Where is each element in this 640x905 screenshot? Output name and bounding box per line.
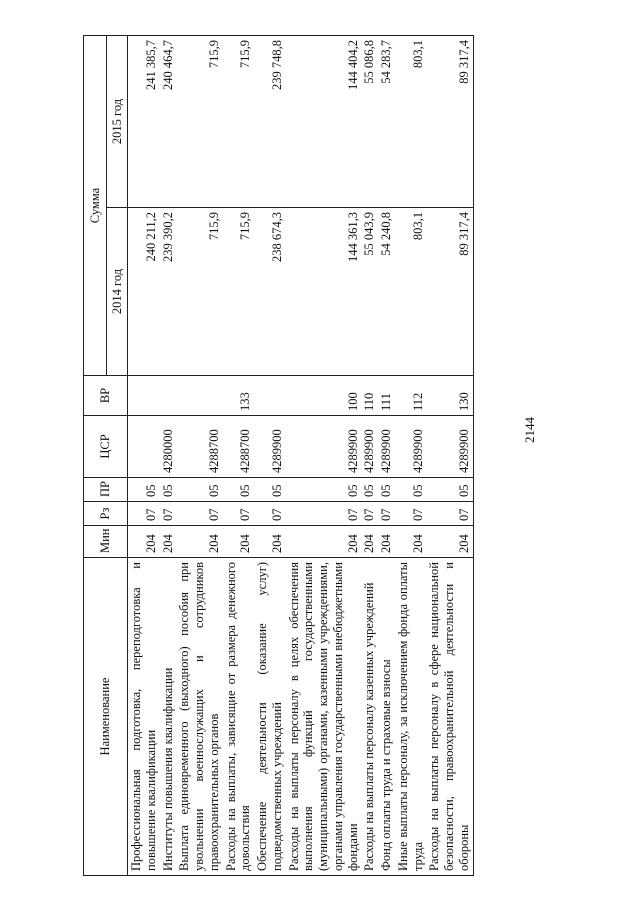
row-csr: 4289900 (395, 416, 427, 478)
row-name: Выплата единовременного (выходного) пособия при увольнении военнослужащих и сотрудников правоохранительных органов (176, 558, 222, 876)
row-vr (160, 376, 177, 416)
row-pr: 05 (286, 478, 362, 502)
row-rz: 07 (128, 502, 160, 526)
row-min: 204 (426, 526, 473, 558)
table-row (254, 36, 286, 876)
header-year-2015: 2015 год (107, 36, 128, 208)
row-csr: 4289900 (378, 416, 395, 478)
page-number: 2144 (522, 417, 537, 443)
row-vr: 112 (395, 376, 427, 416)
row-name: Расходы на выплаты персоналу казенных учреждений (361, 558, 378, 876)
row-min: 204 (128, 526, 160, 558)
row-name: Расходы на выплаты персоналу в сфере национальной безопасности, правоохранительной деятельности и обороны (426, 558, 473, 876)
row-sum-2014: 144 361,3 (286, 208, 362, 376)
table-row (361, 36, 378, 876)
row-sum-2014: 715,9 (223, 208, 255, 376)
row-sum-2014: 89 317,4 (426, 208, 473, 376)
row-name: Расходы на выплаты, зависящие от размера денежного довольствия (223, 558, 255, 876)
row-sum-2014: 715,9 (176, 208, 222, 376)
row-min: 204 (286, 526, 362, 558)
budget-table (83, 35, 474, 876)
table-row (395, 36, 427, 876)
row-rz: 07 (378, 502, 395, 526)
row-rz: 07 (286, 502, 362, 526)
row-sum-2015: 240 464,7 (160, 36, 177, 208)
header-min: Мин (84, 526, 128, 558)
table-row (160, 36, 177, 876)
row-pr: 05 (176, 478, 222, 502)
row-pr: 05 (223, 478, 255, 502)
row-csr (128, 416, 160, 478)
row-sum-2015: 241 385,7 (128, 36, 160, 208)
row-vr (254, 376, 286, 416)
row-min: 204 (223, 526, 255, 558)
row-sum-2015: 144 404,2 (286, 36, 362, 208)
row-min: 204 (378, 526, 395, 558)
table-row (286, 36, 362, 876)
row-pr: 05 (361, 478, 378, 502)
row-vr: 133 (223, 376, 255, 416)
header-csr: ЦСР (84, 416, 128, 478)
row-rz: 07 (160, 502, 177, 526)
row-sum-2015: 803,1 (395, 36, 427, 208)
row-csr: 4289900 (286, 416, 362, 478)
row-sum-2014: 238 674,3 (254, 208, 286, 376)
row-name: Профессиональная подготовка, переподготовка и повышение квалификации (128, 558, 160, 876)
row-name: Обеспечение деятельности (оказание услуг) подведомственных учреждений (254, 558, 286, 876)
row-rz: 07 (361, 502, 378, 526)
row-sum-2015: 55 086,8 (361, 36, 378, 208)
row-vr (176, 376, 222, 416)
header-vr: ВР (84, 376, 128, 416)
row-rz: 07 (254, 502, 286, 526)
row-name: Иные выплаты персоналу, за исключением фонда оплаты труда (395, 558, 427, 876)
table-row (223, 36, 255, 876)
table-row (176, 36, 222, 876)
header-sum: Сумма (84, 36, 107, 376)
row-pr: 05 (395, 478, 427, 502)
row-vr: 110 (361, 376, 378, 416)
row-rz: 07 (395, 502, 427, 526)
row-csr: 4289900 (361, 416, 378, 478)
row-sum-2014: 240 211,2 (128, 208, 160, 376)
row-vr: 100 (286, 376, 362, 416)
row-sum-2015: 89 317,4 (426, 36, 473, 208)
row-min: 204 (254, 526, 286, 558)
row-sum-2015: 715,9 (223, 36, 255, 208)
header-pr: ПР (84, 478, 128, 502)
header-rz: Рз (84, 502, 128, 526)
row-csr: 4280000 (160, 416, 177, 478)
table-row (426, 36, 473, 876)
row-rz: 07 (176, 502, 222, 526)
row-min: 204 (176, 526, 222, 558)
row-min: 204 (395, 526, 427, 558)
row-vr: 130 (426, 376, 473, 416)
row-pr: 05 (426, 478, 473, 502)
row-name: Институты повышения квалификации (160, 558, 177, 876)
row-sum-2015: 715,9 (176, 36, 222, 208)
row-vr: 111 (378, 376, 395, 416)
row-vr (128, 376, 160, 416)
row-min: 204 (361, 526, 378, 558)
table-row (128, 36, 160, 876)
row-rz: 07 (223, 502, 255, 526)
row-pr: 05 (378, 478, 395, 502)
row-min: 204 (160, 526, 177, 558)
budget-table-page (83, 36, 537, 876)
row-pr: 05 (160, 478, 177, 502)
row-rz: 07 (426, 502, 473, 526)
row-pr: 05 (254, 478, 286, 502)
row-csr: 4288700 (176, 416, 222, 478)
row-sum-2015: 54 283,7 (378, 36, 395, 208)
row-sum-2014: 55 043,9 (361, 208, 378, 376)
row-csr: 4289900 (426, 416, 473, 478)
row-name: Расходы на выплаты персоналу в целях обеспечения выполнения функций государственными (муниципальными) органами, казенными учреждениями, органами управления государственными внебюджетными фондами (286, 558, 362, 876)
header-name: Наименование (84, 558, 128, 876)
row-sum-2014: 239 390,2 (160, 208, 177, 376)
row-name: Фонд оплаты труда и страховые взносы (378, 558, 395, 876)
row-sum-2015: 239 748,8 (254, 36, 286, 208)
row-sum-2014: 54 240,8 (378, 208, 395, 376)
row-pr: 05 (128, 478, 160, 502)
table-row (378, 36, 395, 876)
row-csr: 4289900 (254, 416, 286, 478)
row-sum-2014: 803,1 (395, 208, 427, 376)
header-year-2014: 2014 год (107, 208, 128, 376)
row-csr: 4288700 (223, 416, 255, 478)
